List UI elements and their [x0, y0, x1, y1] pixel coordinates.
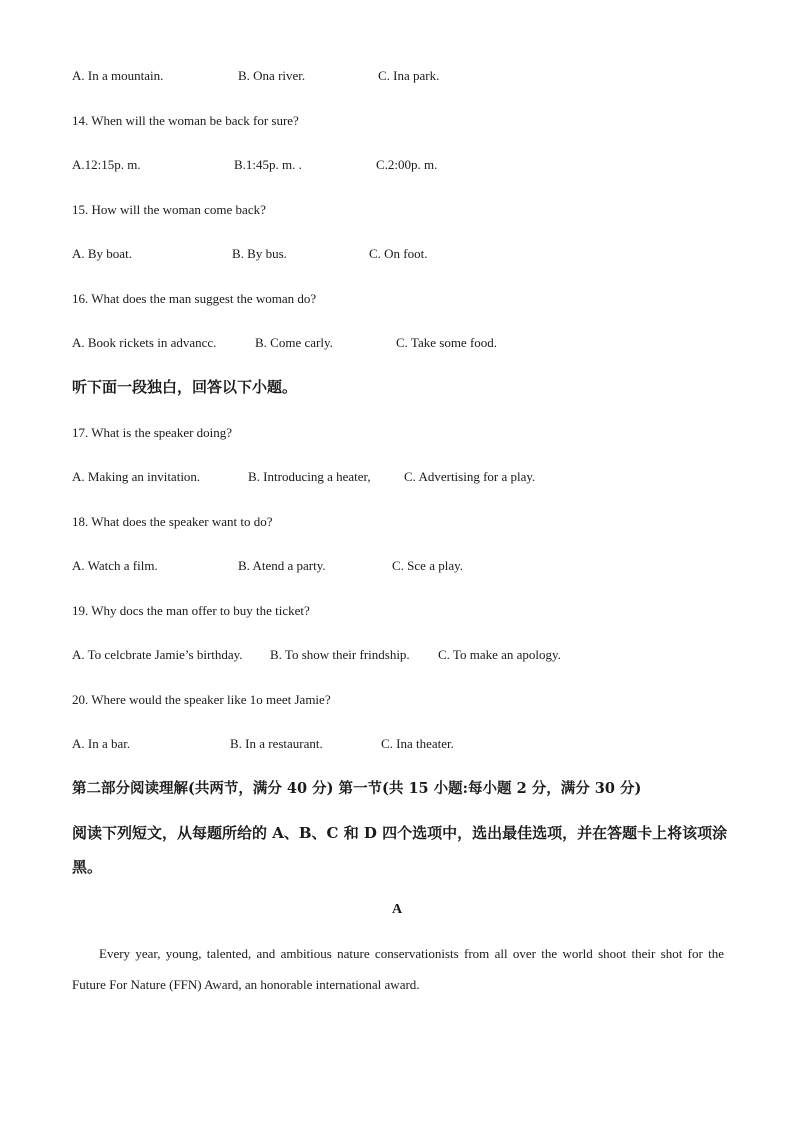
q16-text: 16. What does the man suggest the woman do?	[72, 291, 317, 306]
part2-instruction: 阅读下列短文，从每题所给的 A、B、C 和 D 四个选项中，选出最佳选项，并在答题卡上将该项涂黑。	[72, 824, 728, 876]
q20-text: 20. Where would the speaker like 1o meet Jamie?	[72, 692, 331, 707]
q14-text: 14. When will the woman be back for sure?	[72, 113, 299, 128]
q18-option-c: C. Sce a play.	[392, 558, 463, 573]
q13-option-b: B. Ona river.	[238, 68, 306, 83]
q18-option-b: B. Atend a party.	[238, 558, 326, 573]
q19-option-b: B. To show their frindship.	[270, 647, 410, 662]
q13-option-c: C. Ina park.	[378, 68, 440, 83]
q15-option-c: C. On foot.	[369, 246, 428, 261]
q16-option-c: C. Take some food.	[396, 335, 498, 350]
q18-text: 18. What does the speaker want to do?	[72, 514, 273, 529]
q15-option-b: B. By bus.	[232, 246, 287, 261]
passage-title: A	[391, 902, 403, 917]
q14-option-c: C.2:00p. m.	[376, 157, 438, 172]
q15-text: 15. How will the woman come back?	[72, 202, 266, 217]
q17-option-c: C. Advertising for a play.	[404, 469, 536, 484]
q17-option-a: A. Making an invitation.	[72, 469, 201, 484]
q16-option-a: A. Book rickets in advancc.	[72, 335, 217, 350]
q17-text: 17. What is the speaker doing?	[72, 425, 233, 440]
q13-option-a: A. In a mountain.	[72, 68, 164, 83]
q14-option-a: A.12:15p. m.	[72, 157, 141, 172]
q19-option-a: A. To celcbrate Jamie’s birthday.	[72, 647, 243, 662]
q19-text: 19. Why docs the man offer to buy the ticket?	[72, 603, 310, 618]
q20-option-c: C. Ina theater.	[381, 736, 454, 751]
part2-heading: 第二部分阅读理解(共两节，满分 40 分) 第一节(共 15 小题:每小题 2 分，满分 30 分)	[72, 780, 642, 797]
section-heading-monologue: 听下面一段独白，回答以下小题。	[72, 378, 298, 396]
q20-option-a: A. In a bar.	[72, 736, 131, 751]
q19-option-c: C. To make an apology.	[438, 647, 561, 662]
q18-option-a: A. Watch a film.	[72, 558, 158, 573]
q17-option-b: B. Introducing a heater,	[248, 469, 371, 484]
q20-option-b: B. In a restaurant.	[230, 736, 323, 751]
q15-option-a: A. By boat.	[72, 246, 132, 261]
passage-paragraph: Every year, young, talented, and ambitious nature conservationists from all over the world shoot their shot for the Future For Nature (FFN) Award, an honorable international award.	[72, 946, 724, 992]
q14-option-b: B.1:45p. m. .	[234, 157, 302, 172]
q16-option-b: B. Come carly.	[255, 335, 333, 350]
